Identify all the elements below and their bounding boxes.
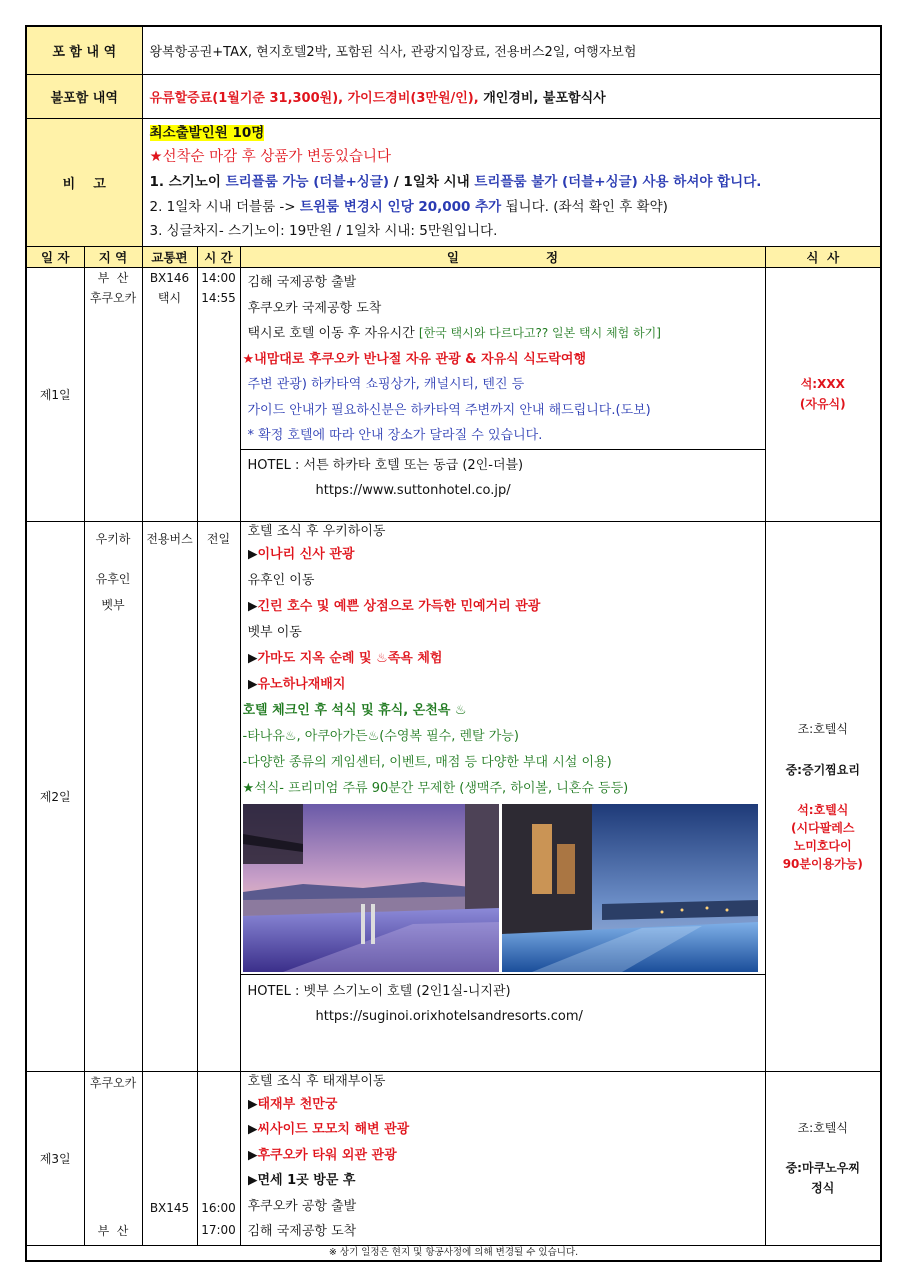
rooftop-pool-twilight-photo <box>502 804 758 972</box>
header-meal: 식 사 <box>765 246 881 267</box>
schedule-header-row <box>26 246 881 267</box>
day2-label: 제2일 <box>26 521 84 1071</box>
day3-transport: BX145 <box>142 1071 197 1245</box>
day1-row <box>26 267 881 521</box>
day1-step: ★내맘대로 후쿠오카 반나절 자유 관광 & 자유식 식도락여행 <box>242 351 587 367</box>
day2-step: 유후인 이동 <box>247 572 315 588</box>
day2-region: 우키하 유후인 벳부 <box>84 521 142 1071</box>
notes-cell <box>142 118 881 246</box>
infinity-pool-dusk-photo <box>243 804 499 972</box>
day2-step: ★석식- 프리미엄 주류 90분간 무제한 (생맥주, 하이볼, 니혼슈 등등) <box>242 780 629 796</box>
notes-row <box>26 118 881 246</box>
hotel-photos <box>243 804 758 972</box>
day1-schedule <box>240 267 765 521</box>
excludes-row <box>26 74 881 118</box>
day2-step: ▶가마도 지옥 순례 및 ♨족욕 체험 <box>247 650 443 666</box>
day1-hotel-box <box>241 449 765 512</box>
day1-step: 택시로 호텔 이동 후 자유시간 [한국 택시와 다르다고?? 일본 택시 체험 하기] <box>247 326 661 341</box>
day2-step: ▶긴린 호수 및 예쁜 상점으로 가득한 민예거리 관광 <box>247 598 541 614</box>
note-line-2: 2. 1일차 시내 더블룸 -> 트윈룸 변경시 인당 20,000 추가 됩니다. (좌석 확인 후 확약) <box>149 198 668 215</box>
day1-label: 제1일 <box>26 267 84 521</box>
day2-time: 전일 <box>197 521 240 1071</box>
day2-step: -타나유♨, 아쿠아가든♨(수영복 필수, 렌탈 가능) <box>242 728 519 744</box>
day3-time: 16:00 17:00 <box>197 1071 240 1245</box>
day3-step: 호텔 조식 후 태재부이동 <box>247 1073 386 1089</box>
includes-text: 왕복항공권+TAX, 현지호텔2박, 포함된 식사, 관광지입장료, 전용버스2일, 여행자보험 <box>142 26 881 74</box>
day1-transport: BX146 택시 <box>142 267 197 521</box>
day1-step: 가이드 안내가 필요하신분은 하카타역 주변까지 안내 해드립니다.(도보) <box>247 402 651 418</box>
header-time: 시 간 <box>197 246 240 267</box>
day1-step: 후쿠오카 국제공항 도착 <box>247 300 382 316</box>
header-region: 지 역 <box>84 246 142 267</box>
excludes-label: 불포함 내역 <box>26 74 142 118</box>
day1-region: 부 산 후쿠오카 <box>84 267 142 521</box>
excludes-cell <box>142 74 881 118</box>
day2-row <box>26 521 881 1071</box>
excludes-other-items: 개인경비, 불포함식사 <box>478 90 606 106</box>
day3-step: ▶후쿠오카 타워 외관 관광 <box>247 1147 397 1163</box>
day3-meal: 조:호텔식 중:마쿠노우찌 정식 <box>765 1071 881 1245</box>
day2-step: 벳부 이동 <box>247 624 302 640</box>
note-line-1: 1. 스기노이 트리플룸 가능 (더블+싱글) / 1일차 시내 트리플룸 불가 (더블+싱글) 사용 하셔야 합니다. <box>149 173 762 190</box>
day1-hotel: HOTEL : 서튼 하카타 호텔 또는 동급 (2인-더블) <box>247 457 524 473</box>
day3-step: 후쿠오카 공항 출발 <box>247 1198 357 1214</box>
note-line-3: 3. 싱글차지- 스기노이: 19만원 / 1일차 시내: 5만원입니다. <box>149 222 498 239</box>
header-transport: 교통편 <box>142 246 197 267</box>
day3-step: ▶면세 1곳 방문 후 <box>247 1173 356 1188</box>
day1-step: * 확정 호텔에 따라 안내 장소가 달라질 수 있습니다. <box>247 428 543 443</box>
notes-label: 비 고 <box>26 118 142 246</box>
day2-step: 호텔 체크인 후 석식 및 휴식, 온천욕 ♨ <box>242 702 467 718</box>
day2-hotel-box <box>241 974 765 1037</box>
day1-time: 14:00 14:55 <box>197 267 240 521</box>
day1-meal: 석:XXX (자유식) <box>765 267 881 521</box>
includes-label: 포 함 내 역 <box>26 26 142 74</box>
day1-hotel-url[interactable]: https://www.suttonhotel.co.jp/ <box>315 482 511 498</box>
first-come-note: ★선착순 마감 후 상품가 변동있습니다 <box>149 148 392 165</box>
day3-step: ▶태재부 천만궁 <box>247 1096 338 1112</box>
day3-step: ▶씨사이드 모모치 해변 관광 <box>247 1122 410 1137</box>
day2-step: ▶유노하나재배지 <box>247 676 346 692</box>
header-schedule: 일 정 <box>240 246 765 267</box>
day2-step: ▶이나리 신사 관광 <box>247 546 355 562</box>
header-day: 일 자 <box>26 246 84 267</box>
day2-schedule <box>240 521 765 1071</box>
day2-step: -다양한 종류의 게임센터, 이벤트, 매점 등 다양한 부대 시설 이용) <box>242 754 612 770</box>
day1-step: 주변 관광) 하카타역 쇼핑상가, 캐널시티, 텐진 등 <box>247 377 525 392</box>
min-people-note: 최소출발인원 10명 <box>149 124 265 141</box>
day3-label: 제3일 <box>26 1071 84 1245</box>
day3-region: 후쿠오카 부 산 <box>84 1071 142 1245</box>
day3-row <box>26 1071 881 1245</box>
day2-transport: 전용버스 <box>142 521 197 1071</box>
excludes-paid-items: 유류할증료(1월기준 31,300원), 가이드경비(3만원/인), <box>149 90 479 106</box>
day2-meal: 조:호텔식 중:증기찜요리 석:호텔식 (시다팔레스 노미호다이 90분이용가능) <box>765 521 881 1071</box>
includes-row <box>26 26 881 74</box>
day2-hotel-url[interactable]: https://suginoi.orixhotelsandresorts.com/ <box>315 1008 583 1024</box>
day3-step: 김해 국제공항 도착 <box>247 1224 357 1239</box>
day2-hotel: HOTEL : 벳부 스기노이 호텔 (2인1실-니지관) <box>247 983 511 999</box>
itinerary-sheet <box>25 25 880 1262</box>
day1-step: 김해 국제공항 출발 <box>247 274 357 290</box>
footer-row <box>26 1245 881 1261</box>
day2-step: 호텔 조식 후 우키하이동 <box>247 523 386 539</box>
footer-note: ※ 상기 일정은 현지 및 항공사정에 의해 변경될 수 있습니다. <box>26 1245 881 1261</box>
itinerary-table <box>25 25 882 1262</box>
day3-schedule <box>240 1071 765 1245</box>
